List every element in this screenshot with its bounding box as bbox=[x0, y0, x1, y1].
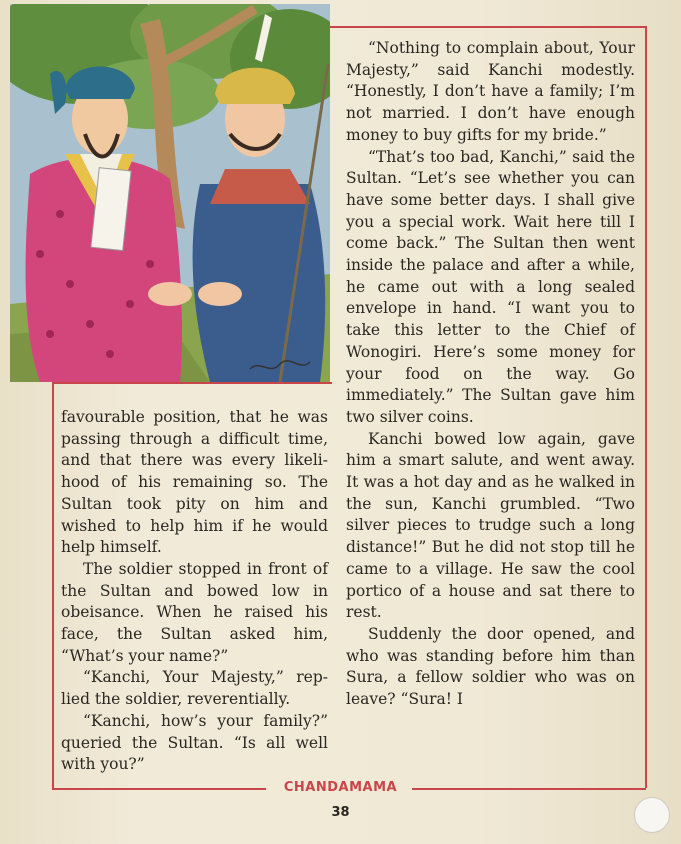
paragraph: “Kanchi, how’s your family?” queried the Sultan. “Is all well with you?” bbox=[61, 711, 328, 774]
scanner-stamp-icon bbox=[634, 797, 670, 833]
frame-left-rule bbox=[52, 382, 54, 788]
frame-illustration-bottom-rule bbox=[52, 382, 332, 384]
story-illustration bbox=[10, 4, 330, 382]
frame-right-rule bbox=[645, 26, 647, 788]
paragraph: “Kanchi, Your Majesty,” rep-lied the soldier, reverentially. bbox=[61, 668, 328, 709]
sultan-and-soldier-illustration bbox=[10, 4, 330, 382]
paragraph: “Nothing to complain about, Your Majesty,” said Kanchi modestly. “Honestly, I don’t have a family; I’m not married. I don’t have enough money to buy gifts for my bride.” bbox=[346, 39, 635, 144]
magazine-title: CHANDAMAMA bbox=[283, 780, 398, 795]
right-text-column bbox=[346, 38, 635, 711]
left-text-column bbox=[61, 407, 328, 776]
paragraph: “That’s too bad, Kanchi,” said the Sultan. “Let’s see whether you can have some better days. I shall give you a special work. Wait here till I come back.” The Sultan then went inside the palace and after a while, he came out with a long sealed envelope in hand. “I want you to take this letter to the Chief of Wonogiri. Here’s some money for your food on the way. Go immediately.” The Sultan gave him two silver coins. bbox=[346, 147, 635, 426]
paragraph: Suddenly the door opened, and who was standing before him than Sura, a fellow soldier who was on leave? “Sura! I bbox=[346, 624, 635, 709]
frame-top-rule bbox=[330, 26, 646, 28]
paragraph: The soldier stopped in front of the Sultan and bowed low in obeisance. When he raised his face, the Sultan asked him, “What’s your name?” bbox=[61, 559, 328, 665]
page-number: 38 bbox=[331, 805, 350, 820]
paragraph: favourable position, that he was passing through a difficult time, and that there was every likeli-hood of his remaining so. The Sultan took pity on him and wished to help him if he would help himself. bbox=[61, 408, 328, 557]
paragraph: Kanchi bowed low again, gave him a smart salute, and went away. It was a hot day and as he walked in the sun, Kanchi grumbled. “Two silver pieces to trudge such a long distance!” But he did not stop till he came to a village. He saw the cool portico of a house and sat there to rest. bbox=[346, 429, 635, 622]
